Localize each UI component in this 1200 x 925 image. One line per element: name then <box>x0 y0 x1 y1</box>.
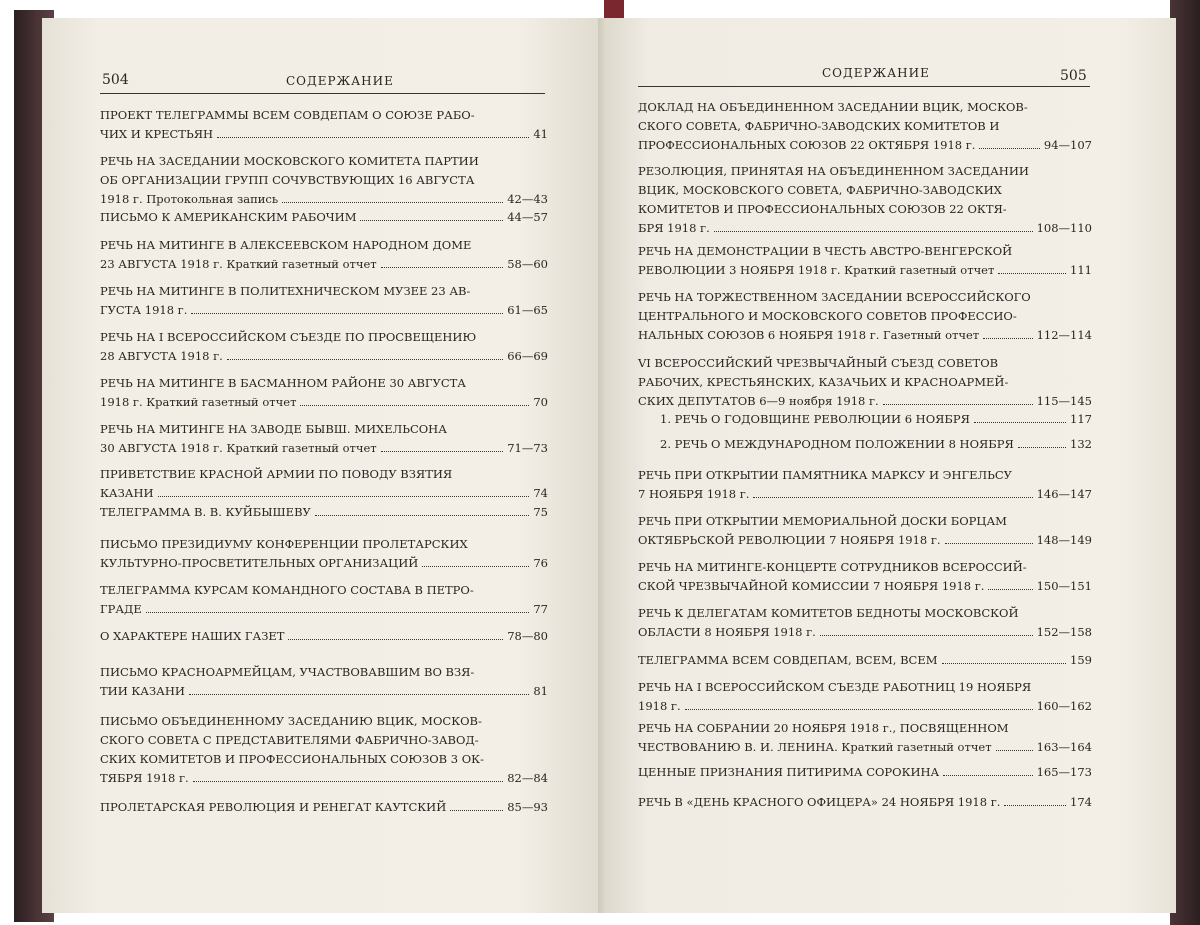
toc-entry-title: ПРОФЕССИОНАЛЬНЫХ СОЮЗОВ 22 ОКТЯБРЯ 1918 г. <box>638 138 976 152</box>
toc-entry <box>100 465 548 503</box>
dot-leader <box>158 485 530 497</box>
toc-entry <box>100 236 548 274</box>
toc-entry-line: РЕЧЬ ПРИ ОТКРЫТИИ МЕМОРИАЛЬНОЙ ДОСКИ БОРЦАМ <box>638 514 1007 528</box>
toc-page-number: 82—84 <box>507 771 548 785</box>
toc-entry <box>638 512 1092 550</box>
toc-entry <box>638 678 1092 716</box>
toc-entry-title: О ХАРАКТЕРЕ НАШИХ ГАЗЕТ <box>100 629 285 643</box>
toc-page-number: 44—57 <box>507 210 548 224</box>
dot-leader <box>974 411 1066 423</box>
toc-entry-title: 23 АВГУСТА 1918 г. Краткий газетный отчет <box>100 257 377 271</box>
toc-page-number: 111 <box>1070 263 1092 277</box>
toc-entry-line: РЕЧЬ НА ТОРЖЕСТВЕННОМ ЗАСЕДАНИИ ВСЕРОССИЙСКОГО <box>638 290 1031 304</box>
dot-leader <box>422 555 529 567</box>
toc-entry-title: ОБЛАСТИ 8 НОЯБРЯ 1918 г. <box>638 625 816 639</box>
toc-entry <box>638 162 1092 238</box>
toc-entry-line: СКОГО СОВЕТА С ПРЕДСТАВИТЕЛЯМИ ФАБРИЧНО-ЗАВОД- <box>100 733 479 747</box>
dot-leader <box>315 504 530 516</box>
toc-page-number: 148—149 <box>1036 533 1092 547</box>
left-page <box>42 18 602 913</box>
dot-leader <box>945 532 1033 544</box>
toc-entry <box>100 420 548 458</box>
toc-page-number: 42—43 <box>507 192 548 206</box>
toc-entry-title: РЕВОЛЮЦИИ 3 НОЯБРЯ 1918 г. Краткий газетный отчет <box>638 263 995 277</box>
toc-entry <box>100 581 548 619</box>
toc-entry <box>638 651 1092 670</box>
toc-page-number: 159 <box>1070 653 1092 667</box>
toc-entry-line: ПИСЬМО ОБЪЕДИНЕННОМУ ЗАСЕДАНИЮ ВЦИК, МОСКОВ- <box>100 714 482 728</box>
toc-page-number: 70 <box>533 395 548 409</box>
toc-page-number: 150—151 <box>1036 579 1092 593</box>
toc-entry-line: КОМИТЕТОВ И ПРОФЕССИОНАЛЬНЫХ СОЮЗОВ 22 ОКТЯ- <box>638 202 1007 216</box>
dot-leader <box>450 799 503 811</box>
toc-entry-line: РЕЧЬ НА ДЕМОНСТРАЦИИ В ЧЕСТЬ АВСТРО-ВЕНГЕРСКОЙ <box>638 244 1013 258</box>
toc-entry <box>638 288 1092 345</box>
dot-leader <box>988 578 1032 590</box>
toc-page-number: 78—80 <box>507 629 548 643</box>
toc-page-number: 61—65 <box>507 303 548 317</box>
toc-entry <box>100 627 548 646</box>
toc-entry-title: 1918 г. Протокольная запись <box>100 192 279 206</box>
dot-leader <box>217 126 529 138</box>
toc-entry-line: РЕЗОЛЮЦИЯ, ПРИНЯТАЯ НА ОБЪЕДИНЕННОМ ЗАСЕДАНИИ <box>638 164 1029 178</box>
toc-entry <box>100 798 548 817</box>
toc-entry-line: РАБОЧИХ, КРЕСТЬЯНСКИХ, КАЗАЧЬИХ И КРАСНОАРМЕЙ- <box>638 375 1009 389</box>
toc-entry <box>638 354 1092 411</box>
running-header: СОДЕРЖАНИЕ <box>286 74 394 88</box>
toc-entry-title: ЧЕСТВОВАНИЮ В. И. ЛЕНИНА. Краткий газетный отчет <box>638 740 992 754</box>
toc-page-number: 81 <box>533 684 548 698</box>
dot-leader <box>820 624 1033 636</box>
toc-entry-line: РЕЧЬ НА ЗАСЕДАНИИ МОСКОВСКОГО КОМИТЕТА ПАРТИИ <box>100 154 479 168</box>
dot-leader <box>282 191 503 203</box>
toc-entry-line: ПРИВЕТСТВИЕ КРАСНОЙ АРМИИ ПО ПОВОДУ ВЗЯТИЯ <box>100 467 453 481</box>
dot-leader <box>996 739 1033 751</box>
toc-entry <box>660 410 1092 429</box>
dot-leader <box>227 348 503 360</box>
toc-page-number: 74 <box>533 486 548 500</box>
dot-leader <box>1004 794 1066 806</box>
dot-leader <box>685 698 1033 710</box>
toc-entry-line: РЕЧЬ НА МИТИНГЕ В ПОЛИТЕХНИЧЕСКОМ МУЗЕЕ 23 АВ- <box>100 284 471 298</box>
dot-leader <box>300 394 529 406</box>
dot-leader <box>191 302 503 314</box>
toc-page-number: 132 <box>1070 437 1092 451</box>
toc-entry <box>100 282 548 320</box>
toc-entry <box>100 208 548 227</box>
header-rule <box>638 86 1090 87</box>
toc-page-number: 115—145 <box>1036 394 1092 408</box>
toc-entry-title: 1. РЕЧЬ О ГОДОВЩИНЕ РЕВОЛЮЦИИ 6 НОЯБРЯ <box>660 412 970 426</box>
toc-entry-title: ТЯБРЯ 1918 г. <box>100 771 189 785</box>
toc-entry-line: ДОКЛАД НА ОБЪЕДИНЕННОМ ЗАСЕДАНИИ ВЦИК, МОСКОВ- <box>638 100 1028 114</box>
toc-entry-line: РЕЧЬ НА МИТИНГЕ НА ЗАВОДЕ БЫВШ. МИХЕЛЬСОНА <box>100 422 447 436</box>
toc-page-number: 41 <box>533 127 548 141</box>
dot-leader <box>381 440 504 452</box>
toc-entry <box>638 719 1092 757</box>
dot-leader <box>1018 436 1066 448</box>
dot-leader <box>998 262 1066 274</box>
toc-page-number: 160—162 <box>1036 699 1092 713</box>
toc-entry-line: РЕЧЬ НА I ВСЕРОССИЙСКОМ СЪЕЗДЕ РАБОТНИЦ 19 НОЯБРЯ <box>638 680 1032 694</box>
toc-entry-line: ПИСЬМО ПРЕЗИДИУМУ КОНФЕРЕНЦИИ ПРОЛЕТАРСКИХ <box>100 537 468 551</box>
toc-page-number: 152—158 <box>1036 625 1092 639</box>
toc-entry <box>100 712 548 788</box>
toc-entry-title: СКИХ ДЕПУТАТОВ 6—9 ноября 1918 г. <box>638 394 879 408</box>
toc-entry-line: VI ВСЕРОССИЙСКИЙ ЧРЕЗВЫЧАЙНЫЙ СЪЕЗД СОВЕТОВ <box>638 356 999 370</box>
toc-entry-line: РЕЧЬ НА I ВСЕРОССИЙСКОМ СЪЕЗДЕ ПО ПРОСВЕЩЕНИЮ <box>100 330 477 344</box>
dot-leader <box>943 764 1032 776</box>
toc-entry <box>100 152 548 209</box>
toc-entry <box>638 98 1092 155</box>
toc-entry-line: ОБ ОРГАНИЗАЦИИ ГРУПП СОЧУВСТВУЮЩИХ 16 АВГУСТА <box>100 173 475 187</box>
toc-page-number: 66—69 <box>507 349 548 363</box>
toc-entry-line: РЕЧЬ НА МИТИНГЕ-КОНЦЕРТЕ СОТРУДНИКОВ ВСЕРОССИЙ- <box>638 560 1027 574</box>
toc-entry-title: ТЕЛЕГРАММА В. В. КУЙБЫШЕВУ <box>100 505 311 519</box>
toc-entry-title: 1918 г. <box>638 699 681 713</box>
toc-entry <box>100 374 548 412</box>
toc-page-number: 117 <box>1070 412 1092 426</box>
dot-leader <box>189 683 529 695</box>
dot-leader <box>360 209 503 221</box>
toc-page-number: 112—114 <box>1036 328 1092 342</box>
toc-entry <box>638 793 1092 812</box>
toc-entry-title: КУЛЬТУРНО-ПРОСВЕТИТЕЛЬНЫХ ОРГАНИЗАЦИЙ <box>100 556 419 570</box>
toc-page-number: 76 <box>533 556 548 570</box>
toc-entry-line: РЕЧЬ НА СОБРАНИИ 20 НОЯБРЯ 1918 г., ПОСВЯЩЕННОМ <box>638 721 1009 735</box>
toc-entry-line: РЕЧЬ НА МИТИНГЕ В АЛЕКСЕЕВСКОМ НАРОДНОМ ДОМЕ <box>100 238 472 252</box>
dot-leader <box>979 137 1039 149</box>
toc-entry <box>100 328 548 366</box>
header-rule <box>100 93 545 94</box>
toc-entry-title: 7 НОЯБРЯ 1918 г. <box>638 487 750 501</box>
toc-entry <box>100 106 548 144</box>
toc-page-number: 165—173 <box>1036 765 1092 779</box>
toc-entry-title: ТИИ КАЗАНИ <box>100 684 185 698</box>
toc-entry-title: ПРОЛЕТАРСКАЯ РЕВОЛЮЦИЯ И РЕНЕГАТ КАУТСКИЙ <box>100 800 447 814</box>
toc-entry-line: ПРОЕКТ ТЕЛЕГРАММЫ ВСЕМ СОВДЕПАМ О СОЮЗЕ РАБО- <box>100 108 475 122</box>
toc-entry-title: БРЯ 1918 г. <box>638 221 710 235</box>
page-number: 504 <box>102 72 129 88</box>
dot-leader <box>942 652 1067 664</box>
dot-leader <box>883 393 1033 405</box>
toc-entry-title: ТЕЛЕГРАММА ВСЕМ СОВДЕПАМ, ВСЕМ, ВСЕМ <box>638 653 938 667</box>
toc-entry-line: СКОГО СОВЕТА, ФАБРИЧНО-ЗАВОДСКИХ КОМИТЕТОВ И <box>638 119 1000 133</box>
toc-entry-line: ПИСЬМО КРАСНОАРМЕЙЦАМ, УЧАСТВОВАВШИМ ВО ВЗЯ- <box>100 665 475 679</box>
toc-entry-title: ГУСТА 1918 г. <box>100 303 188 317</box>
toc-page-number: 77 <box>533 602 548 616</box>
toc-entry-line: СКИХ КОМИТЕТОВ И ПРОФЕССИОНАЛЬНЫХ СОЮЗОВ 3 ОК- <box>100 752 484 766</box>
toc-entry-title: ПИСЬМО К АМЕРИКАНСКИМ РАБОЧИМ <box>100 210 357 224</box>
toc-entry-title: ЦЕННЫЕ ПРИЗНАНИЯ ПИТИРИМА СОРОКИНА <box>638 765 940 779</box>
toc-entry <box>638 466 1092 504</box>
toc-entry-title: КАЗАНИ <box>100 486 154 500</box>
toc-entry-title: 2. РЕЧЬ О МЕЖДУНАРОДНОМ ПОЛОЖЕНИИ 8 НОЯБРЯ <box>660 437 1014 451</box>
toc-entry-title: ГРАДЕ <box>100 602 142 616</box>
toc-entry <box>100 663 548 701</box>
toc-entry <box>638 242 1092 280</box>
dot-leader <box>193 770 504 782</box>
toc-entry <box>638 558 1092 596</box>
toc-entry-title: СКОЙ ЧРЕЗВЫЧАЙНОЙ КОМИССИИ 7 НОЯБРЯ 1918 г. <box>638 579 985 593</box>
dot-leader <box>753 486 1032 498</box>
toc-entry-line: РЕЧЬ НА МИТИНГЕ В БАСМАННОМ РАЙОНЕ 30 АВГУСТА <box>100 376 467 390</box>
toc-page-number: 58—60 <box>507 257 548 271</box>
page-number: 505 <box>1060 68 1087 84</box>
toc-page-number: 146—147 <box>1036 487 1092 501</box>
dot-leader <box>146 601 530 613</box>
right-page <box>604 18 1176 913</box>
toc-entry-title: РЕЧЬ В «ДЕНЬ КРАСНОГО ОФИЦЕРА» 24 НОЯБРЯ 1918 г. <box>638 795 1001 809</box>
toc-entry <box>100 535 548 573</box>
toc-entry-line: РЕЧЬ ПРИ ОТКРЫТИИ ПАМЯТНИКА МАРКСУ И ЭНГЕЛЬСУ <box>638 468 1012 482</box>
toc-page-number: 174 <box>1070 795 1092 809</box>
toc-entry-title: ЧИХ И КРЕСТЬЯН <box>100 127 214 141</box>
toc-entry-title: 30 АВГУСТА 1918 г. Краткий газетный отчет <box>100 441 377 455</box>
toc-entry <box>660 435 1092 454</box>
toc-entry <box>638 604 1092 642</box>
dot-leader <box>381 256 504 268</box>
toc-entry-line: ВЦИК, МОСКОВСКОГО СОВЕТА, ФАБРИЧНО-ЗАВОДСКИХ <box>638 183 1002 197</box>
toc-page-number: 108—110 <box>1036 221 1092 235</box>
toc-page-number: 85—93 <box>507 800 548 814</box>
toc-page-number: 94—107 <box>1043 138 1092 152</box>
toc-entry <box>100 503 548 522</box>
dot-leader <box>714 220 1033 232</box>
running-header: СОДЕРЖАНИЕ <box>822 66 930 80</box>
toc-page-number: 163—164 <box>1036 740 1092 754</box>
toc-entry <box>638 763 1092 782</box>
toc-entry-line: РЕЧЬ К ДЕЛЕГАТАМ КОМИТЕТОВ БЕДНОТЫ МОСКОВСКОЙ <box>638 606 1019 620</box>
toc-entry-title: ОКТЯБРЬСКОЙ РЕВОЛЮЦИИ 7 НОЯБРЯ 1918 г. <box>638 533 941 547</box>
toc-entry-title: 28 АВГУСТА 1918 г. <box>100 349 223 363</box>
toc-entry-title: НАЛЬНЫХ СОЮЗОВ 6 НОЯБРЯ 1918 г. Газетный отчет <box>638 328 980 342</box>
toc-page-number: 71—73 <box>507 441 548 455</box>
dot-leader <box>288 628 503 640</box>
toc-entry-line: ЦЕНТРАЛЬНОГО И МОСКОВСКОГО СОВЕТОВ ПРОФЕССИО- <box>638 309 1017 323</box>
toc-entry-title: 1918 г. Краткий газетный отчет <box>100 395 297 409</box>
toc-page-number: 75 <box>533 505 548 519</box>
toc-entry-line: ТЕЛЕГРАММА КУРСАМ КОМАНДНОГО СОСТАВА В ПЕТРО- <box>100 583 474 597</box>
dot-leader <box>983 327 1032 339</box>
